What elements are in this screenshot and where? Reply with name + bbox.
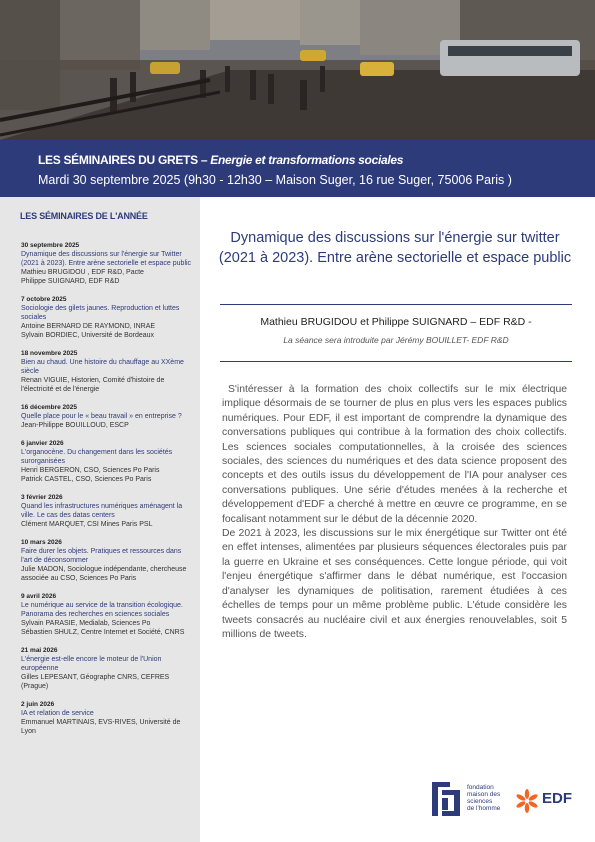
- event-title: L'énergie est-elle encore le moteur de l'Union européenne: [21, 656, 162, 672]
- fmsh-logo-text: fondation maison des sciences de l'homme: [467, 784, 501, 812]
- event-title: Quand les infrastructures numériques aménagent la ville. Le cas des datas centers: [21, 503, 183, 519]
- abstract-paragraph: S'intéresser à la formation des choix collectifs sur le mix électrique implique désormais de se tourner de plus en plus vers les espaces publics numériques. Pour EDF, il est important de comprendre la dynamique des conversations publiques qui contribue à la formation des choix collectifs. Les sciences sociales computationnelles, à la croisée des sciences sociales, des sciences du numériques et des data science proposent des concepts et des outils issus du développement de l'IA pour analyser ces conversations publiques. Une série d'études menées à la recherche et développement d'EDF a cherché à mettre en œuvre ce programme, en se focalisant notamment sur le début de la décennie 2020.: [222, 384, 567, 525]
- event-title: L'organocène. Du changement dans les sociétés surorganisées: [21, 449, 173, 465]
- event-title: Faire durer les objets. Pratiques et ressources dans l'art de déconsommer: [21, 548, 182, 564]
- series-theme: Energie et transformations sociales: [210, 153, 404, 167]
- event-title: Dynamique des discussions sur l'énergie sur Twitter (2021 à 2023). Entre arène sectorielle et espace public: [21, 251, 192, 267]
- event-speakers: Jean-Philippe BOUILLOUD, ESCP: [21, 422, 129, 429]
- list-item: [21, 349, 193, 394]
- series-title: [38, 153, 403, 167]
- event-date: 16 décembre 2025: [21, 404, 78, 411]
- event-title: Bien au chaud. Une histoire du chauffage au XXème siècle: [21, 359, 184, 375]
- header-photo: [0, 0, 595, 140]
- list-item: [21, 646, 193, 691]
- partner-logos: [430, 780, 580, 830]
- list-item: [21, 700, 193, 736]
- sidebar-title: LES SÉMINAIRES DE L'ANNÉE: [20, 211, 148, 221]
- list-item: [21, 241, 193, 286]
- abstract-paragraph: De 2021 à 2023, les discussions sur le mix énergétique sur Twitter ont été en effet intenses, alimentées par plusieurs séquences électorales puis par la guerre en Ukraine et ses conséquences. Cette longue période, qui voit l'enjeu énergétique s'affirmer dans le débat numérique, est l'occasion d'analyser les dynamiques de politisation, rarement étudiées à ces échelles de temps pour un même problème public. L'étude considère les tweets consacrés au nucléaire civil et aux énergies renouvelables, soit 5 millions de tweets.: [222, 528, 567, 640]
- seminar-banner: [0, 140, 595, 197]
- event-title: IA et relation de service: [21, 710, 94, 717]
- fmsh-logo-icon: [430, 780, 464, 818]
- event-date: 7 octobre 2025: [21, 296, 67, 303]
- event-date: 2 juin 2026: [21, 701, 55, 708]
- event-title: Le numérique au service de la transition écologique. Panorama des recherches en sciences sociales: [21, 602, 183, 618]
- event-speakers: Antoine BERNARD DE RAYMOND, INRAE Sylvain BORDIEC, Université de Bordeaux: [21, 323, 156, 339]
- list-item: [21, 439, 193, 484]
- event-speakers: Sylvain PARASIE, Medialab, Sciences Po Sébastien SHULZ, Centre Internet et Société, CNRS: [21, 620, 185, 636]
- event-date: 9 avril 2026: [21, 593, 57, 600]
- list-item: [21, 295, 193, 340]
- event-speakers: Clément MARQUET, CSI Mines Paris PSL: [21, 521, 153, 528]
- event-date: 18 novembre 2025: [21, 350, 78, 357]
- event-date: 6 janvier 2026: [21, 440, 64, 447]
- list-item: [21, 538, 193, 583]
- event-speakers: Renan VIGUIE, Historien, Comité d'histoire de l'électricité et de l'énergie: [21, 377, 165, 393]
- session-line: Mardi 30 septembre 2025 (9h30 - 12h30 – Maison Suger, 16 rue Suger, 75006 Paris ): [38, 173, 512, 187]
- event-speakers: Mathieu BRUGIDOU , EDF R&D, Pacte Philippe SUIGNARD, EDF R&D: [21, 269, 144, 285]
- edf-logo-text: EDF: [542, 790, 572, 807]
- series-label: LES SÉMINAIRES DU GRETS –: [38, 153, 211, 167]
- event-speakers: Gilles LEPESANT, Géographe CNRS, CEFRES (Prague): [21, 674, 170, 690]
- event-title: Quelle place pour le « beau travail » en entreprise ?: [21, 413, 182, 420]
- list-item: [21, 592, 193, 637]
- page-title: Dynamique des discussions sur l'énergie sur twitter (2021 à 2023). Entre arène sectorielle et espace public: [218, 230, 572, 266]
- event-speakers: Julie MADON, Sociologue indépendante, chercheuse associée au CSO, Sciences Po Paris: [21, 566, 187, 582]
- list-item: [21, 403, 193, 430]
- divider-bottom: [220, 361, 572, 362]
- event-title: Sociologie des gilets jaunes. Reproduction et luttes sociales: [21, 305, 180, 321]
- street-scene-image: [0, 0, 595, 140]
- event-speakers: Emmanuel MARTINAIS, EVS-RIVES, Université de Lyon: [21, 719, 181, 735]
- event-date: 21 mai 2026: [21, 647, 58, 654]
- list-item: [21, 493, 193, 529]
- session-intro: La séance sera introduite par Jérémy BOUILLET- EDF R&D: [283, 335, 509, 345]
- event-date: 3 février 2026: [21, 494, 63, 501]
- sidebar: [0, 197, 200, 842]
- divider-top: [220, 304, 572, 305]
- events-list: [21, 241, 193, 745]
- event-date: 30 septembre 2025: [21, 242, 80, 249]
- event-date: 10 mars 2026: [21, 539, 62, 546]
- event-speakers: Henri BERGERON, CSO, Sciences Po Paris Patrick CASTEL, CSO, Sciences Po Paris: [21, 467, 160, 483]
- session-speakers: Mathieu BRUGIDOU et Philippe SUIGNARD – EDF R&D -: [260, 316, 532, 328]
- session-abstract: [222, 383, 567, 642]
